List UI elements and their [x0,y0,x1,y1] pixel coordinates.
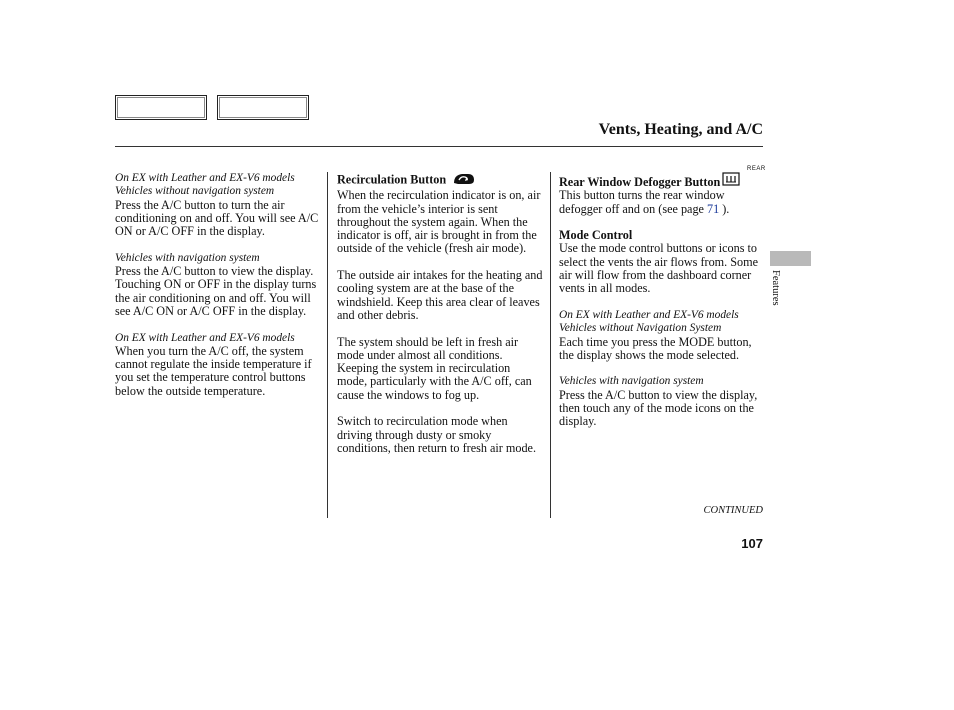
paragraph: When you turn the A/C off, the system cannot regulate the inside temperature if you set the temperature control buttons below the outside temperature. [115,343,312,398]
paragraph [559,189,765,216]
rear-label: REAR [747,166,766,172]
page-link[interactable]: 71 [707,201,720,216]
heading-text: Rear Window Defogger Button [559,175,721,189]
paragraph: The system should be left in fresh air mode under almost all conditions. Keeping the system in recirculation mode, particularly with the A/C off, can cause the windows to fog up. [337,334,532,402]
nav-forward-button[interactable] [217,95,309,120]
section-heading-mode: Mode Control [559,228,633,243]
section-tab-marker [770,251,811,266]
column-3 [559,172,765,442]
nav-back-button[interactable] [115,95,207,120]
heading-text: Recirculation Button [337,172,447,187]
section-heading-defogger [559,172,765,189]
paragraph: Use the mode control buttons or icons to select the vents the air flows from. Some air will flow from the dashboard corner vents in all modes. [559,241,759,296]
model-note: Vehicles with navigation system [115,251,260,264]
model-note: Vehicles without Navigation System [559,322,722,335]
paragraph: Press the A/C button to view the display. Touching ON or OFF in the display turns the air conditioning on and off. You will see A/C ON or A/C OFF in the display. [115,264,317,318]
model-note: On EX with Leather and EX-V6 models [115,172,295,184]
section-heading-recirculation [337,172,543,189]
paragraph: Switch to recirculation mode when driving through dusty or smoky conditions, then return to fresh air mode. [337,414,537,455]
paragraph: The outside air intakes for the heating and cooling system are at the base of the windshield. Keep this area clear of leaves and other debris. [337,268,543,322]
continued-label: CONTINUED [703,505,763,516]
model-note: Vehicles with navigation system [559,375,704,388]
text: ). [719,201,730,216]
page-title: Vents, Heating, and A/C [598,121,763,138]
model-note: On EX with Leather and EX-V6 models [115,331,295,344]
rear-defogger-icon [722,172,740,189]
paragraph: Press the A/C button to turn the air conditioning on and off. You will see A/C ON or A/C OFF in the display. [115,197,319,239]
section-tab-label: Features [770,270,781,306]
column-2 [337,172,543,469]
title-rule [115,146,763,147]
recirculation-icon [452,172,476,189]
paragraph: When the recirculation indicator is on, air from the vehicle’s interior is sent throughout the system again. When the indicator is off, air is brought in from the outside of the vehicle (fresh air mode). [337,188,541,256]
paragraph: Press the A/C button to view the display, then touch any of the mode icons on the display. [559,387,758,429]
model-note: Vehicles without navigation system [115,185,275,198]
text: This button turns the rear window defogger off and on (see page [559,188,725,216]
column-1 [115,172,321,411]
column-divider [550,172,551,518]
page-number: 107 [741,536,763,551]
model-note: On EX with Leather and EX-V6 models [559,308,739,321]
paragraph: Each time you press the MODE button, the display shows the mode selected. [559,334,752,362]
column-divider [327,172,328,518]
